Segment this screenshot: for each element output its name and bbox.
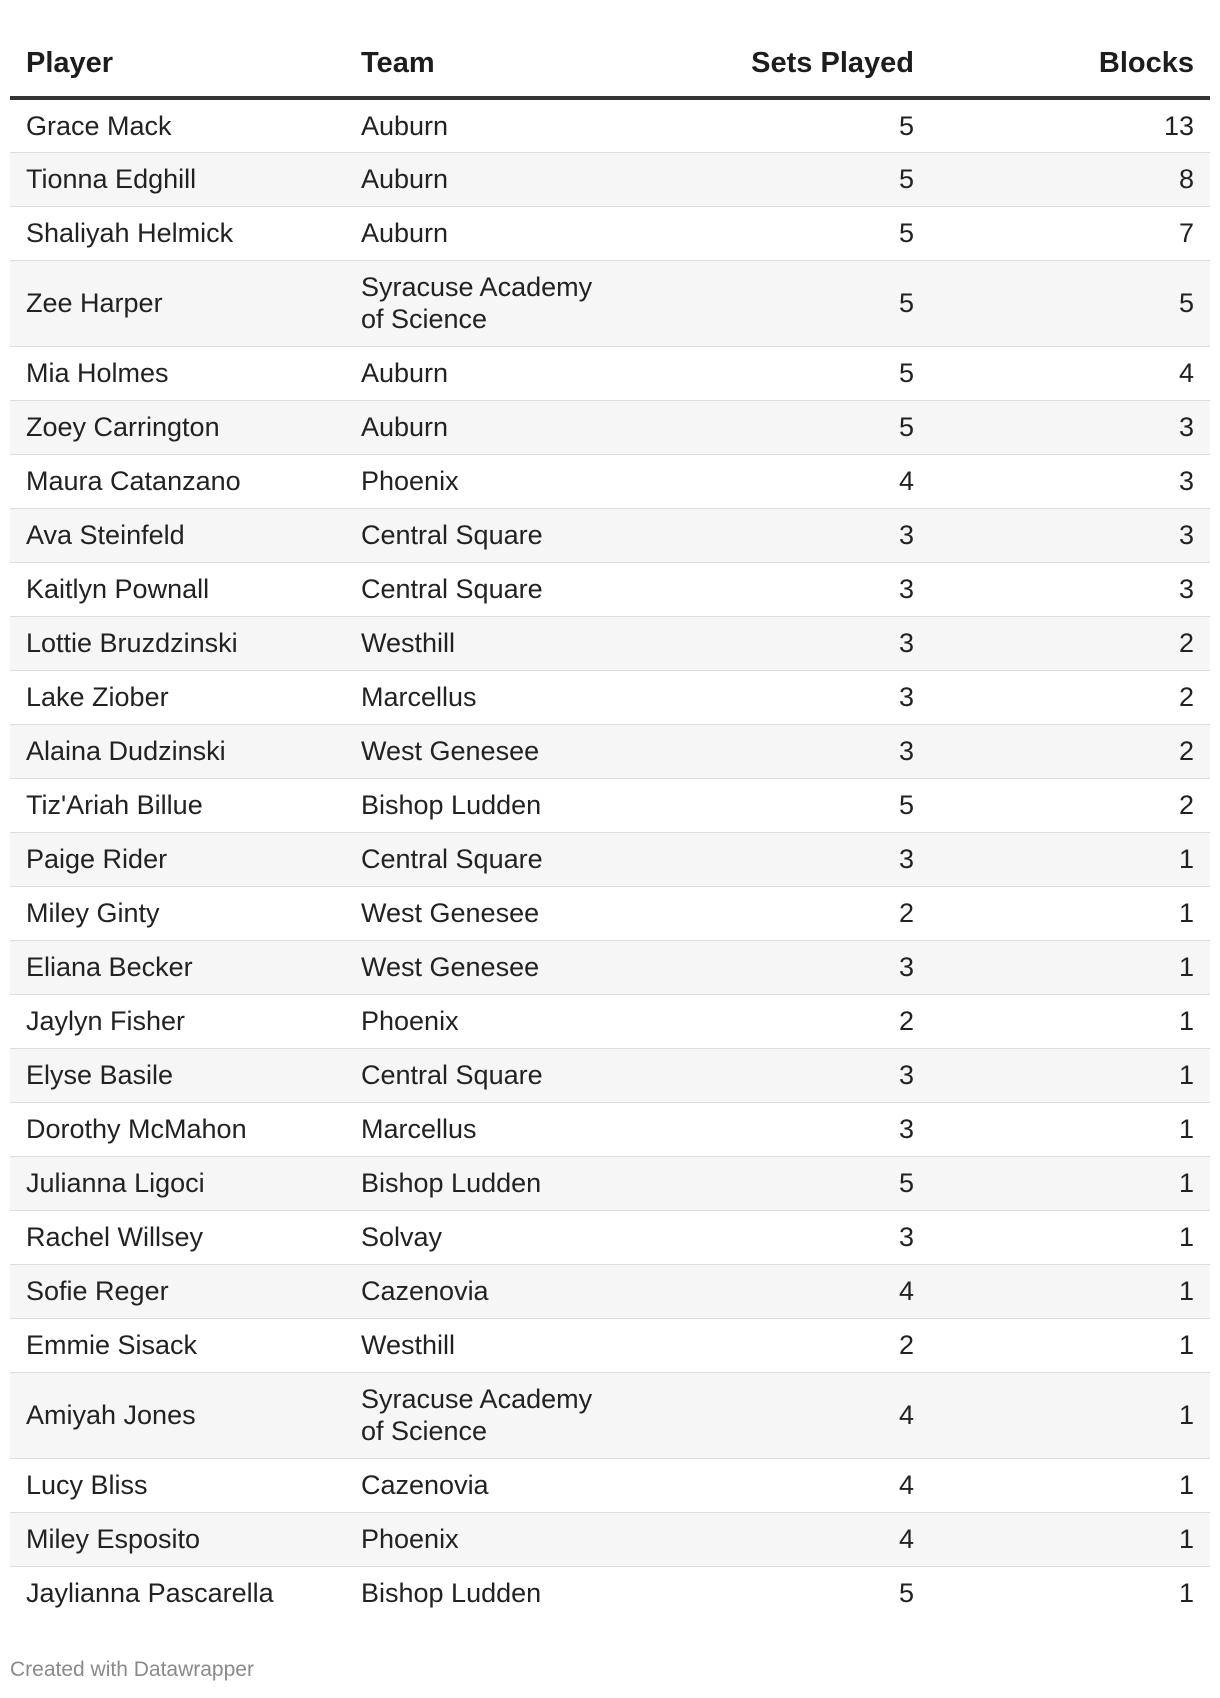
header-row <box>10 0 1210 98</box>
team-cell <box>345 1156 680 1210</box>
table-row <box>10 206 1210 260</box>
blocks-table <box>10 0 1210 1620</box>
team-cell <box>345 1210 680 1264</box>
datawrapper-credit: Created with Datawrapper <box>10 1658 254 1681</box>
team-label: Cazenovia <box>361 1276 489 1306</box>
player-cell: Rachel Willsey <box>10 1210 345 1264</box>
table-row <box>10 1264 1210 1318</box>
blocks-cell: 7 <box>930 206 1210 260</box>
blocks-cell: 1 <box>930 1210 1210 1264</box>
column-header-sets-played[interactable]: Sets Played <box>680 0 930 98</box>
team-cell <box>345 1372 680 1458</box>
team-label: Auburn <box>361 412 449 442</box>
table-row <box>10 1318 1210 1372</box>
team-label: Cazenovia <box>361 1470 489 1500</box>
table-row <box>10 1458 1210 1512</box>
sets-played-cell: 4 <box>680 1372 930 1458</box>
table-row <box>10 832 1210 886</box>
table-row <box>10 152 1210 206</box>
sets-played-cell: 2 <box>680 886 930 940</box>
table-row <box>10 1566 1210 1620</box>
team-label: Westhill <box>361 1330 456 1360</box>
sets-played-cell: 5 <box>680 98 930 152</box>
table-row <box>10 1048 1210 1102</box>
blocks-cell: 13 <box>930 98 1210 152</box>
team-label: Phoenix <box>361 1524 459 1554</box>
sets-played-cell: 4 <box>680 454 930 508</box>
team-label: West Genesee <box>361 736 540 766</box>
player-cell: Eliana Becker <box>10 940 345 994</box>
team-label: Phoenix <box>361 1006 459 1036</box>
team-cell <box>345 1048 680 1102</box>
team-label: Bishop Ludden <box>361 790 542 820</box>
blocks-cell: 8 <box>930 152 1210 206</box>
player-cell: Jaylianna Pascarella <box>26 1578 274 1609</box>
sets-played-cell: 5 <box>680 1156 930 1210</box>
player-cell: Ava Steinfeld <box>10 508 345 562</box>
blocks-cell: 1 <box>930 832 1210 886</box>
team-label: Syracuse Academy of Science <box>361 1384 593 1446</box>
team-cell <box>345 400 680 454</box>
team-cell <box>345 886 680 940</box>
table-row <box>10 886 1210 940</box>
column-header-player[interactable]: Player <box>10 0 345 98</box>
team-label: Auburn <box>361 164 449 194</box>
sets-played-cell: 5 <box>680 400 930 454</box>
sets-played-cell: 5 <box>680 260 930 346</box>
player-cell: Lucy Bliss <box>10 1458 345 1512</box>
team-cell <box>345 508 680 562</box>
player-cell: Elyse Basile <box>10 1048 345 1102</box>
team-cell <box>345 940 680 994</box>
team-cell <box>345 454 680 508</box>
team-cell <box>345 1512 680 1566</box>
player-cell: Lake Ziober <box>10 670 345 724</box>
player-cell: Miley Esposito <box>10 1512 345 1566</box>
team-cell <box>345 670 680 724</box>
team-cell <box>345 994 680 1048</box>
player-cell: Dorothy McMahon <box>10 1102 345 1156</box>
blocks-cell: 2 <box>930 778 1210 832</box>
team-cell <box>345 1458 680 1512</box>
blocks-cell: 1 <box>930 1048 1210 1102</box>
blocks-cell: 2 <box>930 616 1210 670</box>
blocks-cell: 1 <box>930 1156 1210 1210</box>
team-label: Westhill <box>361 628 456 658</box>
player-cell: Zee Harper <box>10 260 345 346</box>
team-label: Central Square <box>361 1060 543 1090</box>
table-row <box>10 1102 1210 1156</box>
team-cell <box>345 778 680 832</box>
blocks-cell: 1 <box>930 886 1210 940</box>
player-cell: Tiz'Ariah Billue <box>10 778 345 832</box>
team-label: Central Square <box>361 520 543 550</box>
table-row <box>10 400 1210 454</box>
team-cell <box>345 152 680 206</box>
column-header-blocks[interactable]: Blocks <box>930 0 1210 98</box>
blocks-cell: 3 <box>930 400 1210 454</box>
sets-played-cell: 3 <box>680 832 930 886</box>
blocks-cell: 1 <box>930 1102 1210 1156</box>
player-cell: Julianna Ligoci <box>10 1156 345 1210</box>
player-cell: Tionna Edghill <box>10 152 345 206</box>
table-row <box>10 346 1210 400</box>
blocks-cell: 1 <box>930 994 1210 1048</box>
table-row <box>10 454 1210 508</box>
player-cell: Mia Holmes <box>10 346 345 400</box>
team-label: Auburn <box>361 218 449 248</box>
table-header <box>10 0 1210 98</box>
blocks-cell: 3 <box>930 454 1210 508</box>
blocks-table-container <box>10 0 1210 1620</box>
table-body <box>10 98 1210 1620</box>
table-row <box>10 778 1210 832</box>
team-label: West Genesee <box>361 898 540 928</box>
sets-played-cell: 3 <box>680 1102 930 1156</box>
sets-played-cell: 3 <box>680 724 930 778</box>
team-label: Marcellus <box>361 1114 477 1144</box>
sets-played-cell: 3 <box>680 508 930 562</box>
blocks-cell: 1 <box>930 1318 1210 1372</box>
team-cell <box>345 206 680 260</box>
player-cell: Jaylyn Fisher <box>10 994 345 1048</box>
table-row <box>10 1210 1210 1264</box>
table-row <box>10 98 1210 152</box>
sets-played-cell: 3 <box>680 940 930 994</box>
team-cell <box>345 562 680 616</box>
sets-played-cell: 2 <box>680 994 930 1048</box>
blocks-cell: 3 <box>930 562 1210 616</box>
blocks-cell: 1 <box>930 1458 1210 1512</box>
sets-played-cell: 5 <box>680 346 930 400</box>
sets-played-cell: 4 <box>680 1264 930 1318</box>
player-cell: Miley Ginty <box>10 886 345 940</box>
blocks-cell: 2 <box>930 670 1210 724</box>
team-cell <box>345 1102 680 1156</box>
team-label: Central Square <box>361 574 543 604</box>
player-cell: Kaitlyn Pownall <box>10 562 345 616</box>
table-row <box>10 724 1210 778</box>
team-cell <box>345 1318 680 1372</box>
table-row <box>10 1156 1210 1210</box>
team-label: Central Square <box>361 844 543 874</box>
team-label: Bishop Ludden <box>361 1168 542 1198</box>
team-label: Auburn <box>361 358 449 388</box>
sets-played-cell: 3 <box>680 1210 930 1264</box>
blocks-cell: 1 <box>930 940 1210 994</box>
player-cell: Grace Mack <box>10 98 345 152</box>
sets-played-cell: 4 <box>680 1458 930 1512</box>
sets-played-cell: 3 <box>680 562 930 616</box>
blocks-cell: 4 <box>930 346 1210 400</box>
sets-played-cell: 3 <box>680 670 930 724</box>
team-label: Solvay <box>361 1222 443 1252</box>
blocks-cell: 3 <box>930 508 1210 562</box>
player-cell: Zoey Carrington <box>10 400 345 454</box>
table-row <box>10 562 1210 616</box>
sets-played-cell: 3 <box>680 1048 930 1102</box>
blocks-cell: 1 <box>930 1372 1210 1458</box>
sets-played-cell: 4 <box>680 1512 930 1566</box>
team-cell <box>345 724 680 778</box>
blocks-cell: 5 <box>930 260 1210 346</box>
team-label: West Genesee <box>361 952 540 982</box>
table-row <box>10 508 1210 562</box>
blocks-cell: 1 <box>930 1512 1210 1566</box>
blocks-cell: 2 <box>930 724 1210 778</box>
table-row <box>10 260 1210 346</box>
table-row <box>10 940 1210 994</box>
player-cell: Maura Catanzano <box>10 454 345 508</box>
team-label: Phoenix <box>361 466 459 496</box>
sets-played-cell: 2 <box>680 1318 930 1372</box>
player-cell: Alaina Dudzinski <box>10 724 345 778</box>
column-header-team[interactable]: Team <box>345 0 680 98</box>
team-cell <box>345 98 680 152</box>
table-row <box>10 616 1210 670</box>
table-row <box>10 670 1210 724</box>
player-cell: Lottie Bruzdzinski <box>10 616 345 670</box>
team-cell <box>345 832 680 886</box>
blocks-cell: 1 <box>930 1264 1210 1318</box>
team-cell <box>345 1566 680 1620</box>
sets-played-cell: 5 <box>680 206 930 260</box>
table-row <box>10 1512 1210 1566</box>
player-cell: Amiyah Jones <box>10 1372 345 1458</box>
sets-played-cell: 5 <box>898 1578 914 1609</box>
team-label: Marcellus <box>361 682 477 712</box>
player-cell: Sofie Reger <box>10 1264 345 1318</box>
sets-played-cell: 5 <box>680 778 930 832</box>
player-cell: Paige Rider <box>10 832 345 886</box>
team-cell <box>345 346 680 400</box>
team-cell <box>345 616 680 670</box>
blocks-cell: 1 <box>1178 1578 1194 1609</box>
team-label: Auburn <box>361 110 449 141</box>
player-cell: Emmie Sisack <box>10 1318 345 1372</box>
sets-played-cell: 3 <box>680 616 930 670</box>
table-row <box>10 1372 1210 1458</box>
team-label: Syracuse Academy of Science <box>361 272 593 334</box>
team-label: Bishop Ludden <box>361 1578 542 1609</box>
sets-played-cell: 5 <box>680 152 930 206</box>
table-row <box>10 994 1210 1048</box>
team-cell <box>345 1264 680 1318</box>
team-cell <box>345 260 680 346</box>
player-cell: Shaliyah Helmick <box>10 206 345 260</box>
